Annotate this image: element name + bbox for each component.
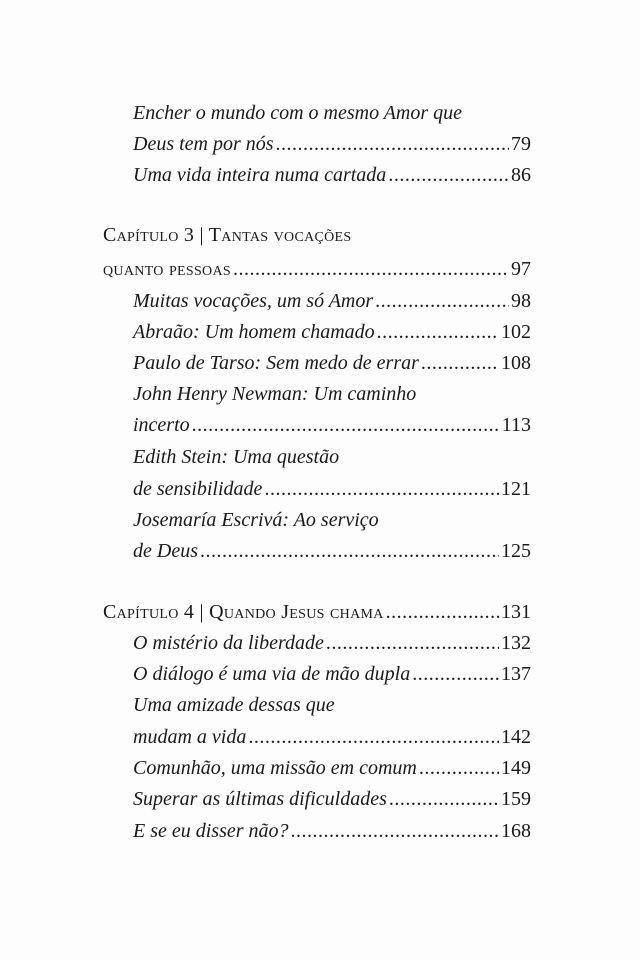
toc-page-number: 113 — [501, 414, 531, 436]
toc-entry — [133, 755, 531, 781]
toc-entry — [133, 818, 531, 844]
toc-entry-title: O mistério da liberdade — [133, 632, 324, 654]
toc-entry — [133, 692, 531, 718]
toc-page-number: 86 — [511, 164, 531, 186]
toc-page-number: 79 — [511, 133, 531, 155]
toc-entry-title: Comunhão, uma missão em comum — [133, 757, 417, 779]
toc-page-number: 168 — [501, 820, 531, 842]
dot-leader — [421, 350, 499, 376]
chapter-heading — [103, 222, 531, 248]
toc-page-number: 125 — [501, 540, 531, 562]
dot-leader — [389, 786, 499, 812]
dot-leader — [192, 412, 500, 438]
toc-entry-title: Uma vida inteira numa cartada — [133, 164, 387, 186]
toc-entry — [133, 350, 531, 376]
toc-page-number: 159 — [501, 788, 531, 810]
toc-entry — [133, 319, 531, 345]
toc-page-number: 137 — [501, 663, 531, 685]
toc-entry-title: Superar as últimas dificuldades — [133, 788, 387, 810]
toc-entry — [133, 444, 531, 470]
toc-entry-title: incerto — [133, 414, 190, 436]
toc-entry-title: Uma amizade dessas que — [133, 694, 335, 716]
toc-entry — [133, 507, 531, 533]
chapter-heading — [103, 599, 531, 625]
chapter-title: Capítulo 4 | Quando Jesus chama — [103, 601, 384, 623]
toc-entry-title: John Henry Newman: Um caminho — [133, 383, 417, 405]
toc-page-number: 149 — [501, 757, 531, 779]
dot-leader — [233, 256, 509, 282]
toc-entry — [133, 538, 531, 564]
toc-page-number: 102 — [501, 321, 531, 343]
chapter-heading — [103, 256, 531, 282]
toc-entry-title: Muitas vocações, um só Amor — [133, 290, 374, 312]
toc-entry-title: Edith Stein: Uma questão — [133, 446, 340, 468]
toc-entry-title: Encher o mundo com o mesmo Amor que — [133, 102, 463, 124]
toc-entry-title: Abraão: Um homem chamado — [133, 321, 375, 343]
toc-page-number: 142 — [501, 726, 531, 748]
dot-leader — [377, 319, 499, 345]
dot-leader — [248, 724, 499, 750]
dot-leader — [412, 661, 499, 687]
toc-entry-title: de sensibilidade — [133, 478, 263, 500]
toc-entry-title: Josemaría Escrivá: Ao serviço — [133, 509, 379, 531]
toc-entry — [133, 786, 531, 812]
toc-entry-title: de Deus — [133, 540, 198, 562]
toc-entry — [133, 724, 531, 750]
chapter-title: Capítulo 3 | Tantas vocações — [103, 224, 352, 246]
toc-entry-title: Paulo de Tarso: Sem medo de errar — [133, 352, 419, 374]
dot-leader — [276, 131, 509, 157]
dot-leader — [264, 476, 499, 502]
toc-entry — [133, 476, 531, 502]
toc-page-number: 132 — [501, 632, 531, 654]
dot-leader — [375, 288, 509, 314]
toc-entry-title: Deus tem por nós — [133, 133, 274, 155]
toc-page-number: 131 — [501, 601, 531, 623]
toc-entry — [133, 412, 531, 438]
dot-leader — [386, 599, 499, 625]
toc-entry-title: O diálogo é uma via de mão dupla — [133, 663, 411, 685]
toc-entry — [133, 630, 531, 656]
dot-leader — [388, 162, 509, 188]
toc-entry — [133, 131, 531, 157]
dot-leader — [419, 755, 499, 781]
toc-entry-title: mudam a vida — [133, 726, 247, 748]
toc-entry — [133, 288, 531, 314]
toc-entry-title: E se eu disser não? — [133, 820, 289, 842]
toc-entry — [133, 100, 531, 126]
toc-entry — [133, 162, 531, 188]
dot-leader — [291, 818, 499, 844]
toc-entry — [133, 381, 531, 407]
chapter-title-continuation: quanto pessoas — [103, 258, 231, 280]
dot-leader — [326, 630, 499, 656]
toc-page-number: 97 — [511, 258, 531, 280]
dot-leader — [200, 538, 499, 564]
toc-page-number: 108 — [501, 352, 531, 374]
toc-entry — [133, 661, 531, 687]
toc-page-number: 98 — [511, 290, 531, 312]
toc-page-number: 121 — [501, 478, 531, 500]
